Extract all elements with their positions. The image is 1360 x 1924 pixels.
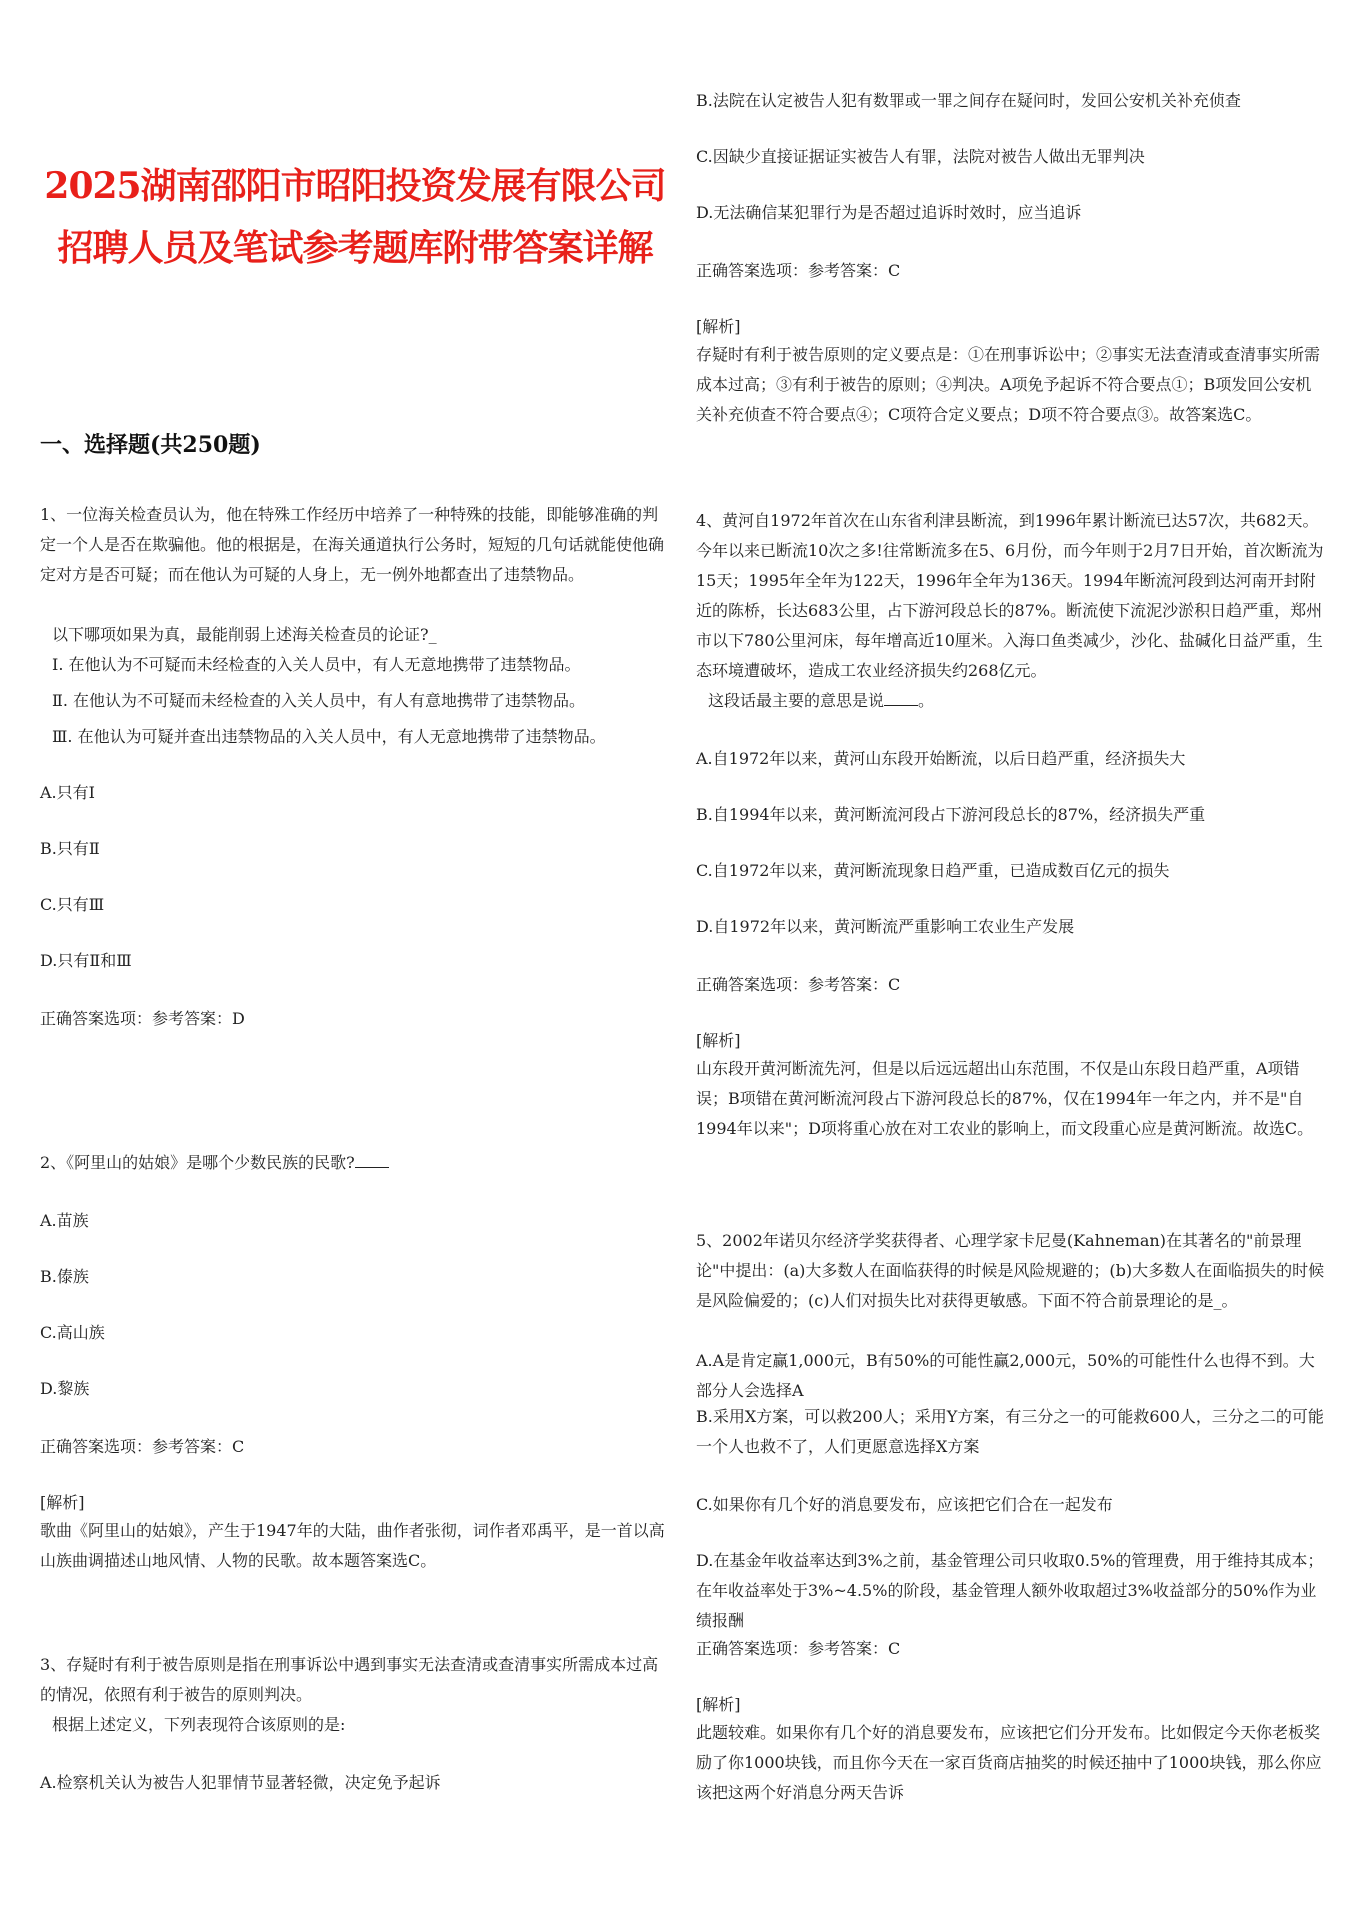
- question-3-option-c: C.因缺少直接证据证实被告人有罪，法院对被告人做出无罪判决: [696, 147, 1145, 166]
- question-3-analysis: 存疑时有利于被告原则的定义要点是：①在刑事诉讼中；②事实无法查清或查清事实所需成本过高；③有利于被告的原则；④判决。A项免予起诉不符合要点①；B项发回公安机关补充侦查不符合要点④；C项符合定义要点；D项不符合要点③。故答案选C。: [696, 345, 1321, 424]
- question-1-item-1: Ⅰ. 在他认为不可疑而未经检查的入关人员中，有人无意地携带了违禁物品。: [52, 655, 581, 674]
- question-1-prompt: 以下哪项如果为真，最能削弱上述海关检查员的论证?_: [52, 625, 437, 644]
- question-2-stem: [40, 1148, 670, 1178]
- answer-blank: [355, 1149, 389, 1168]
- question-1-item-3: Ⅲ. 在他认为可疑并查出违禁物品的入关人员中，有人无意地携带了违禁物品。: [52, 727, 606, 746]
- section-heading: 一、选择题(共250题): [40, 432, 261, 458]
- question-3-prompt: 根据上述定义，下列表现符合该原则的是:: [52, 1715, 346, 1734]
- question-4-answer: 正确答案选项：参考答案：C: [696, 975, 901, 994]
- question-5-analysis-label: [解析]: [696, 1695, 741, 1714]
- question-1-item-2: Ⅱ. 在他认为不可疑而未经检查的入关人员中，有人有意地携带了违禁物品。: [52, 691, 586, 710]
- question-4-option-b: B.自1994年以来，黄河断流河段占下游河段总长的87%，经济损失严重: [696, 805, 1206, 824]
- question-5-option-d: D.在基金年收益率达到3%之前，基金管理公司只收取0.5%的管理费，用于维持其成本；在年收益率处于3%~4.5%的阶段，基金管理人额外收取超过3%收益部分的50%作为业绩报酬: [696, 1551, 1324, 1630]
- question-4-analysis-label: [解析]: [696, 1031, 741, 1050]
- question-1-stem: 1、一位海关检查员认为，他在特殊工作经历中培养了一种特殊的技能，即能够准确的判定一个人是否在欺骗他。他的根据是，在海关通道执行公务时，短短的几句话就能使他确定对方是否可疑；而在他认为可疑的人身上，无一例外地都查出了违禁物品。: [40, 505, 665, 584]
- question-2-option-c: C.高山族: [40, 1323, 105, 1342]
- question-4-stem: 4、黄河自1972年首次在山东省利津县断流，到1996年累计断流已达57次，共682天。今年以来已断流10次之多!往常断流多在5、6月份，而今年则于2月7日开始，首次断流为15天；1995年全年为122天，1996年全年为136天。1994年断流河段到达河南开封附近的陈桥，长达683公里，占下游河段总长的87%。断流使下流泥沙淤积日趋严重，郑州市以下780公里河床，每年增高近10厘米。入海口鱼类减少，沙化、盐碱化日益严重，生态环境遭破坏，造成工农业经济损失约268亿元。: [696, 511, 1324, 680]
- question-5-answer: 正确答案选项：参考答案：C: [696, 1639, 901, 1658]
- question-2-option-b: B.傣族: [40, 1267, 89, 1286]
- question-1-option-c: C.只有Ⅲ: [40, 895, 105, 914]
- question-1-answer: 正确答案选项：参考答案：D: [40, 1009, 245, 1028]
- question-2-option-a: A.苗族: [40, 1211, 89, 1230]
- question-3-option-b: B.法院在认定被告人犯有数罪或一罪之间存在疑问时，发回公安机关补充侦查: [696, 91, 1241, 110]
- document-title: 2025湖南邵阳市昭阳投资发展有限公司招聘人员及笔试参考题库附带答案详解: [44, 165, 666, 269]
- question-3-stem: 3、存疑时有利于被告原则是指在刑事诉讼中遇到事实无法查清或查清事实所需成本过高的情况，依照有利于被告的原则判决。: [40, 1655, 659, 1704]
- question-5-option-a: A.A是肯定赢1,000元，B有50%的可能性赢2,000元，50%的可能性什么也得不到。大部分人会选择A: [696, 1351, 1315, 1400]
- question-2-option-d: D.黎族: [40, 1379, 90, 1398]
- question-2-answer: 正确答案选项：参考答案：C: [40, 1437, 245, 1456]
- question-2-analysis: 歌曲《阿里山的姑娘》，产生于1947年的大陆，曲作者张彻，词作者邓禹平，是一首以高山族曲调描述山地风情、人物的民歌。故本题答案选C。: [40, 1521, 665, 1570]
- question-3-analysis-label: [解析]: [696, 317, 741, 336]
- question-2-analysis-label: [解析]: [40, 1493, 85, 1512]
- question-4-analysis: 山东段开黄河断流先河，但是以后远远超出山东范围，不仅是山东段日趋严重，A项错误；B项错在黄河断流河段占下游河段总长的87%，仅在1994年一年之内，并不是"自1994年以来"；D项将重心放在对工农业的影响上，而文段重心应是黄河断流。故选C。: [696, 1059, 1314, 1138]
- question-5-option-c: C.如果你有几个好的消息要发布，应该把它们合在一起发布: [696, 1495, 1113, 1514]
- question-4-prompt-text: 这段话最主要的意思是说: [708, 691, 885, 710]
- question-4-prompt: [708, 686, 1326, 716]
- question-3-option-d: D.无法确信某犯罪行为是否超过追诉时效时，应当追诉: [696, 203, 1082, 222]
- question-1-option-a: A.只有Ⅰ: [40, 783, 95, 802]
- question-4-prompt-end: 。: [918, 691, 935, 710]
- question-4-option-a: A.自1972年以来，黄河山东段开始断流，以后日趋严重，经济损失大: [696, 749, 1186, 768]
- question-2-stem-text: 2、《阿里山的姑娘》是哪个少数民族的民歌?: [40, 1153, 355, 1172]
- answer-blank: [884, 687, 918, 706]
- question-3-option-a: A.检察机关认为被告人犯罪情节显著轻微，决定免予起诉: [40, 1773, 441, 1792]
- question-5-option-b: B.采用X方案，可以救200人；采用Y方案，有三分之一的可能救600人，三分之二的可能一个人也救不了，人们更愿意选择X方案: [696, 1407, 1324, 1456]
- question-1-option-b: B.只有Ⅱ: [40, 839, 100, 858]
- question-4-option-c: C.自1972年以来，黄河断流现象日趋严重，已造成数百亿元的损失: [696, 861, 1170, 880]
- question-5-analysis: 此题较难。如果你有几个好的消息要发布，应该把它们分开发布。比如假定今天你老板奖励了你1000块钱，而且你今天在一家百货商店抽奖的时候还抽中了1000块钱，那么你应该把这两个好消息分两天告诉: [696, 1723, 1322, 1802]
- question-5-stem: 5、2002年诺贝尔经济学奖获得者、心理学家卡尼曼(Kahneman)在其著名的"前景理论"中提出：(a)大多数人在面临获得的时候是风险规避的；(b)大多数人在面临损失的时候是风险偏爱的；(c)人们对损失比对获得更敏感。下面不符合前景理论的是_。: [696, 1231, 1325, 1310]
- question-3-answer: 正确答案选项：参考答案：C: [696, 261, 901, 280]
- question-4-option-d: D.自1972年以来，黄河断流严重影响工农业生产发展: [696, 917, 1075, 936]
- question-1-option-d: D.只有Ⅱ和Ⅲ: [40, 951, 132, 970]
